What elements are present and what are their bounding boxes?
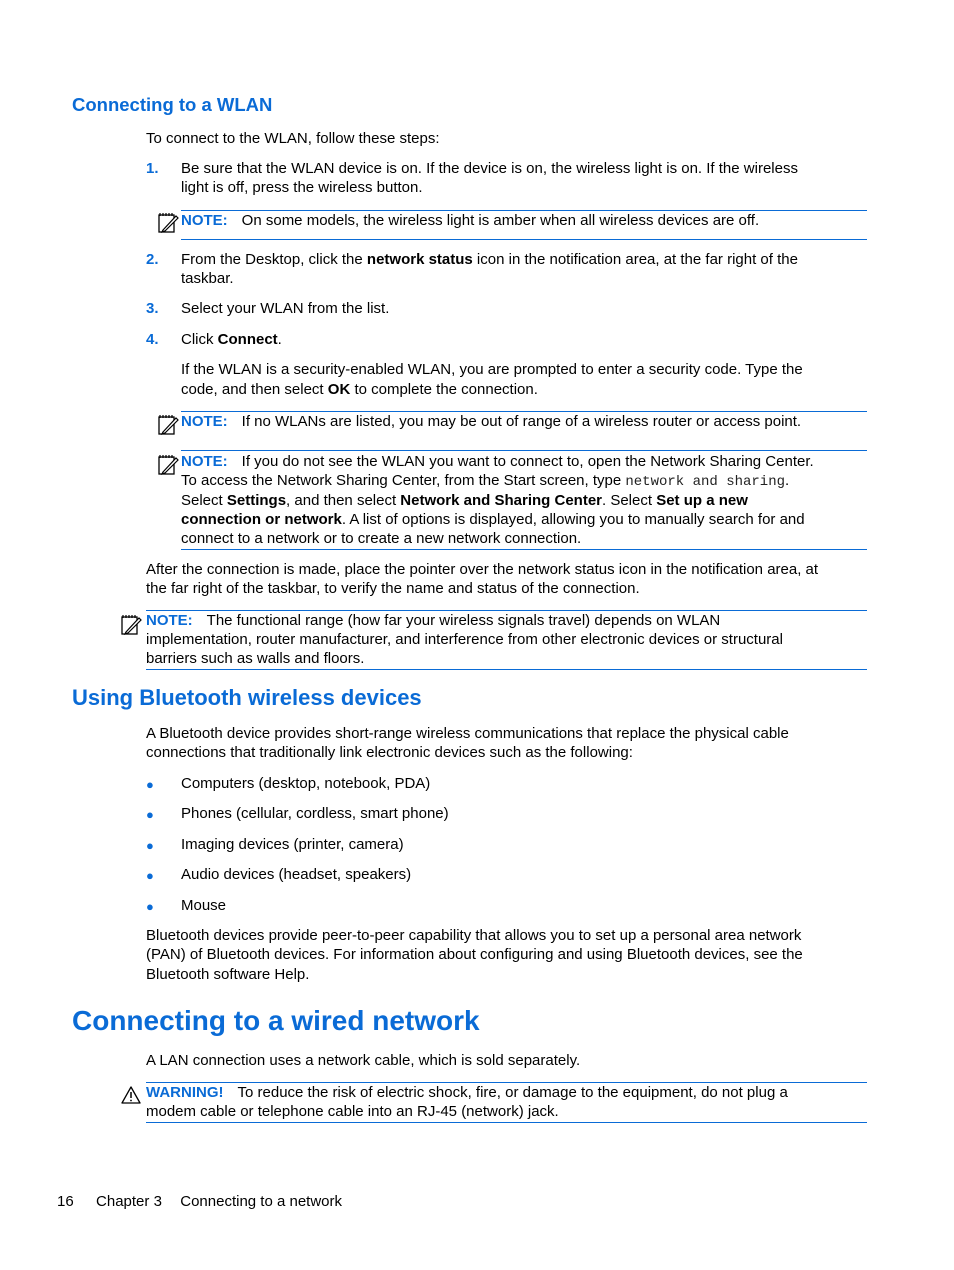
bold-text: Network and Sharing Center — [400, 492, 602, 509]
text: To access the Network Sharing Center, from the Start screen, type — [181, 472, 626, 489]
after-line1: After the connection is made, place the pointer over the network status icon in the notification area, at — [146, 561, 819, 578]
note-label: NOTE: — [181, 212, 228, 229]
section-title-bluetooth: Using Bluetooth wireless devices — [72, 685, 422, 710]
step-number: 3. — [146, 300, 159, 317]
list-item: Audio devices (headset, speakers) — [181, 866, 412, 883]
note-body: If no WLANs are listed, you may be out of range of a wireless router or access point. — [241, 413, 802, 430]
bold-text: OK — [327, 381, 351, 398]
note-box — [181, 450, 867, 550]
step4-para-line2 — [181, 380, 538, 399]
warning-line1 — [146, 1083, 788, 1102]
bluetooth-outro-line2: (PAN) of Bluetooth devices. For information about configuring and using Bluetooth devices, see the — [146, 946, 803, 963]
note-text — [181, 412, 801, 431]
bullet-icon: ● — [146, 807, 154, 822]
step-number: 1. — [146, 160, 159, 177]
text: Select — [181, 492, 227, 509]
bold-text: connection or network — [181, 511, 342, 528]
step-number: 2. — [146, 251, 159, 268]
page-footer — [57, 1192, 342, 1211]
bold-text: Set up a new — [656, 492, 748, 509]
bluetooth-outro-line3: Bluetooth software Help. — [146, 966, 310, 983]
warning-box — [146, 1082, 867, 1123]
section-title-wired: Connecting to a wired network — [72, 1005, 480, 1036]
note4-line3: barriers such as walls and floors. — [146, 650, 365, 667]
note3-line4 — [181, 510, 805, 529]
bluetooth-outro-line1: Bluetooth devices provide peer-to-peer capability that allows you to set up a personal area network — [146, 927, 802, 944]
warning-label: WARNING! — [146, 1084, 224, 1101]
step1-line2: light is off, press the wireless button. — [181, 179, 423, 196]
bold-text: Settings — [226, 492, 287, 509]
step3-text: Select your WLAN from the list. — [181, 300, 390, 317]
text: . — [785, 472, 790, 489]
text: code, and then select — [181, 381, 328, 398]
note-icon — [157, 452, 179, 481]
bold-text: Connect — [217, 331, 278, 348]
after-line2: the far right of the taskbar, to verify the name and status of the connection. — [146, 580, 640, 597]
list-item: Computers (desktop, notebook, PDA) — [181, 775, 431, 792]
step1-line1: Be sure that the WLAN device is on. If the device is on, the wireless light is on. If the wireless — [181, 160, 798, 177]
text: icon in the notification area, at the far right of the — [472, 251, 798, 268]
note-label: NOTE: — [181, 453, 228, 470]
step-number: 4. — [146, 331, 159, 348]
warning-body: To reduce the risk of electric shock, fire, or damage to the equipment, do not plug a — [237, 1084, 788, 1101]
text: , and then select — [286, 492, 401, 509]
text: . — [277, 331, 282, 348]
note-icon — [157, 412, 179, 441]
bullet-icon: ● — [146, 838, 154, 853]
text: to complete the connection. — [350, 381, 538, 398]
note-box — [181, 411, 867, 440]
note4-line2: implementation, router manufacturer, and interference from other electronic devices or structural — [146, 631, 783, 648]
step2-line2: taskbar. — [181, 270, 234, 287]
note-body: On some models, the wireless light is amber when all wireless devices are off. — [241, 212, 760, 229]
chapter-title: Connecting to a network — [180, 1193, 343, 1210]
wlan-intro: To connect to the WLAN, follow these steps: — [146, 130, 440, 147]
list-item: Imaging devices (printer, camera) — [181, 836, 404, 853]
note-box — [146, 610, 867, 670]
bold-text: network status — [366, 251, 473, 268]
text: From the Desktop, click the — [181, 251, 367, 268]
bullet-icon: ● — [146, 777, 154, 792]
code-text: network and sharing — [625, 474, 786, 490]
text: Click — [181, 331, 218, 348]
note-body: The functional range (how far your wireless signals travel) depends on WLAN — [206, 612, 721, 629]
bluetooth-intro-line1: A Bluetooth device provides short-range wireless communications that replace the physical cable — [146, 725, 789, 742]
text: . Select — [602, 492, 657, 509]
bluetooth-intro-line2: connections that traditionally link electronic devices such as the following: — [146, 744, 633, 761]
step4-para-line1: If the WLAN is a security-enabled WLAN, you are prompted to enter a security code. Type the — [181, 361, 803, 378]
warning-icon — [120, 1085, 142, 1110]
note-text — [181, 211, 759, 230]
bullet-icon: ● — [146, 899, 154, 914]
note3-line1 — [181, 452, 814, 471]
list-item: Phones (cellular, cordless, smart phone) — [181, 805, 449, 822]
text: . A list of options is displayed, allowing you to manually search for and — [341, 511, 805, 528]
page-number: 16 — [57, 1193, 74, 1210]
step2-line1 — [181, 250, 798, 269]
step4-text — [181, 330, 282, 349]
note-icon — [120, 612, 142, 641]
note3-line2 — [181, 471, 789, 492]
note-box — [181, 210, 867, 240]
note3-line3 — [181, 491, 748, 510]
warning-line2: modem cable or telephone cable into an RJ-45 (network) jack. — [146, 1103, 559, 1120]
note-label: NOTE: — [146, 612, 193, 629]
note-body: If you do not see the WLAN you want to connect to, open the Network Sharing Center. — [241, 453, 814, 470]
note-label: NOTE: — [181, 413, 228, 430]
note4-line1 — [146, 611, 720, 630]
section-title-wlan: Connecting to a WLAN — [72, 94, 273, 115]
list-item: Mouse — [181, 897, 227, 914]
note-icon — [157, 210, 179, 239]
chapter-label: Chapter 3 — [96, 1193, 162, 1210]
wired-intro: A LAN connection uses a network cable, which is sold separately. — [146, 1052, 581, 1069]
bullet-icon: ● — [146, 868, 154, 883]
note3-line5: connect to a network or to create a new network connection. — [181, 530, 582, 547]
